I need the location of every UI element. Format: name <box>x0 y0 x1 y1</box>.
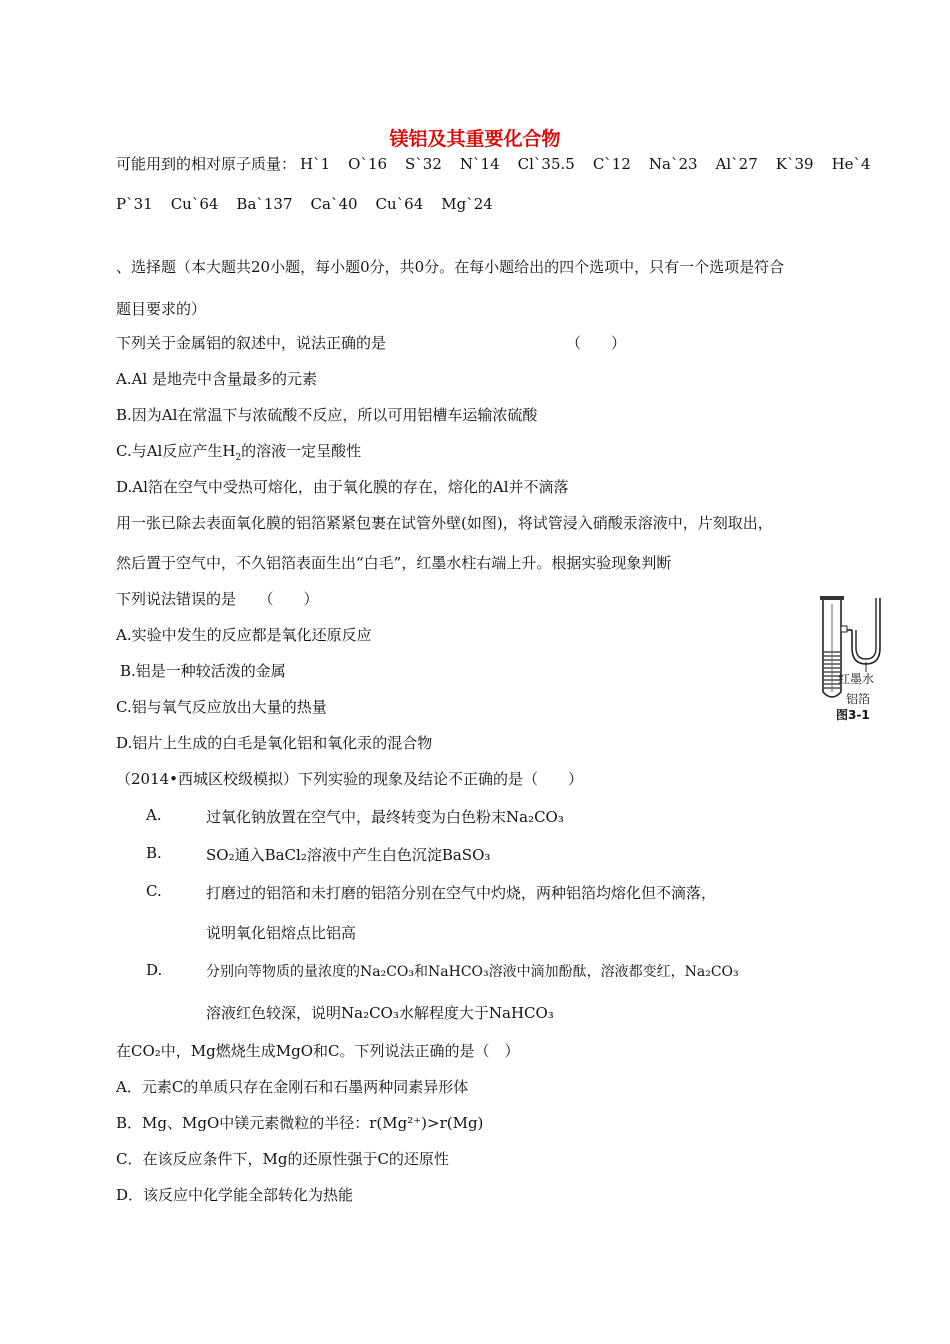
q3-stem: （2014•西城区校级模拟）下列实验的现象及结论不正确的是（ ） <box>116 770 584 788</box>
q3-option-a-label: A. <box>146 806 162 824</box>
mass-cu: Cu`64 <box>170 195 219 213</box>
mass-ca: Ca`40 <box>310 195 358 213</box>
mass-s: S`32 <box>405 155 442 173</box>
figure-label-aluminum-foil: 铝箔 <box>846 692 871 706</box>
mass-o: O`16 <box>348 155 388 173</box>
mass-na: Na`23 <box>648 155 698 173</box>
mass-k: K`39 <box>775 155 814 173</box>
q3-option-a-text: 过氧化钠放置在空气中，最终转变为白色粉末Na₂CO₃ <box>206 808 564 826</box>
figure-caption: 图3-1 <box>836 708 870 722</box>
mass-cl: Cl`35.5 <box>517 155 575 173</box>
q2-option-c: C.铝与氧气反应放出大量的热量 <box>116 698 327 716</box>
section-header-line-2: 题目要求的） <box>116 300 207 318</box>
atomic-mass-line-1 <box>116 153 871 174</box>
q1-option-b: B.因为Al在常温下与浓硫酸不反应，所以可用铝槽车运输浓硫酸 <box>116 406 538 424</box>
mass-p: P`31 <box>116 195 153 213</box>
mass-c: C`12 <box>592 155 631 173</box>
q4-option-c: C．在该反应条件下，Mg的还原性强于C的还原性 <box>116 1150 449 1168</box>
q3-option-d-label: D. <box>146 961 163 979</box>
q3-option-d-text-2: 溶液红色较深，说明Na₂CO₃水解程度大于NaHCO₃ <box>206 1004 554 1022</box>
q3-option-d-text-1: 分别向等物质的量浓度的Na₂CO₃和NaHCO₃溶液中滴加酚酞，溶液都变红，Na₂CO₃ <box>206 964 739 980</box>
q4-stem: 在CO₂中，Mg燃烧生成MgO和C。下列说法正确的是（ ） <box>116 1042 520 1060</box>
q4-option-b: B．Mg、MgO中镁元素微粒的半径：r(Mg²⁺)>r(Mg) <box>116 1114 484 1132</box>
mass-n: N`14 <box>459 155 500 173</box>
q3-option-b-text: SO₂通入BaCl₂溶液中产生白色沉淀BaSO₃ <box>206 846 491 864</box>
q2-stem-line-2: 然后置于空气中，不久铝箔表面生出“白毛”，红墨水柱右端上升。根据实验现象判断 <box>116 554 672 572</box>
q4-option-d: D．该反应中化学能全部转化为热能 <box>116 1186 354 1204</box>
q1-stem: 下列关于金属铝的叙述中，说法正确的是 <box>116 334 387 352</box>
q2-option-b: B.铝是一种较活泼的金属 <box>120 662 286 680</box>
section-header-line-1: 、选择题（本大题共20小题，每小题0分，共0分。在每小题给出的四个选项中，只有一个选项是符合 <box>116 258 785 276</box>
mass-he: He`4 <box>831 155 871 173</box>
q3-option-c-text-2: 说明氧化铝熔点比铝高 <box>206 924 357 942</box>
q4-option-a: A．元素C的单质只存在金刚石和石墨两种同素异形体 <box>116 1078 469 1096</box>
q2-option-a: A.实验中发生的反应都是氧化还原反应 <box>116 626 372 644</box>
q1-answer-paren: （ ） <box>566 334 627 352</box>
q1-option-c: C.与Al反应产生$H_2$的溶液一定呈酸性 <box>116 442 362 463</box>
q2-stem-line-1: 用一张已除去表面氧化膜的铝箔紧紧包裹在试管外壁(如图)，将试管浸入硝酸汞溶液中，片刻取出， <box>116 514 773 532</box>
experiment-figure <box>808 592 898 722</box>
mass-cu-2: Cu`64 <box>375 195 424 213</box>
q3-option-c-text-1: 打磨过的铝箔和未打磨的铝箔分别在空气中灼烧，两种铝箔均熔化但不滴落， <box>206 884 717 902</box>
q3-option-c-label: C. <box>146 882 162 900</box>
atomic-mass-label: 可能用到的相对原子质量： <box>116 155 297 173</box>
atomic-mass-line-2 <box>116 195 511 213</box>
mass-mg: Mg`24 <box>441 195 493 213</box>
q2-stem-line-3: 下列说法错误的是 （ ） <box>116 590 319 608</box>
mass-h: H`1 <box>300 155 331 173</box>
mass-al: Al`27 <box>715 155 758 173</box>
q1-option-d: D.Al箔在空气中受热可熔化，由于氧化膜的存在，熔化的Al并不滴落 <box>116 478 569 496</box>
q1-option-a: A.Al 是地壳中含量最多的元素 <box>116 370 317 388</box>
q3-option-b-label: B. <box>146 844 162 862</box>
mass-ba: Ba`137 <box>236 195 293 213</box>
q2-option-d: D.铝片上生成的白毛是氧化铝和氧化汞的混合物 <box>116 734 433 752</box>
page-title: 镁铝及其重要化合物 <box>389 128 561 150</box>
figure-label-red-ink: 红墨水 <box>838 672 875 686</box>
